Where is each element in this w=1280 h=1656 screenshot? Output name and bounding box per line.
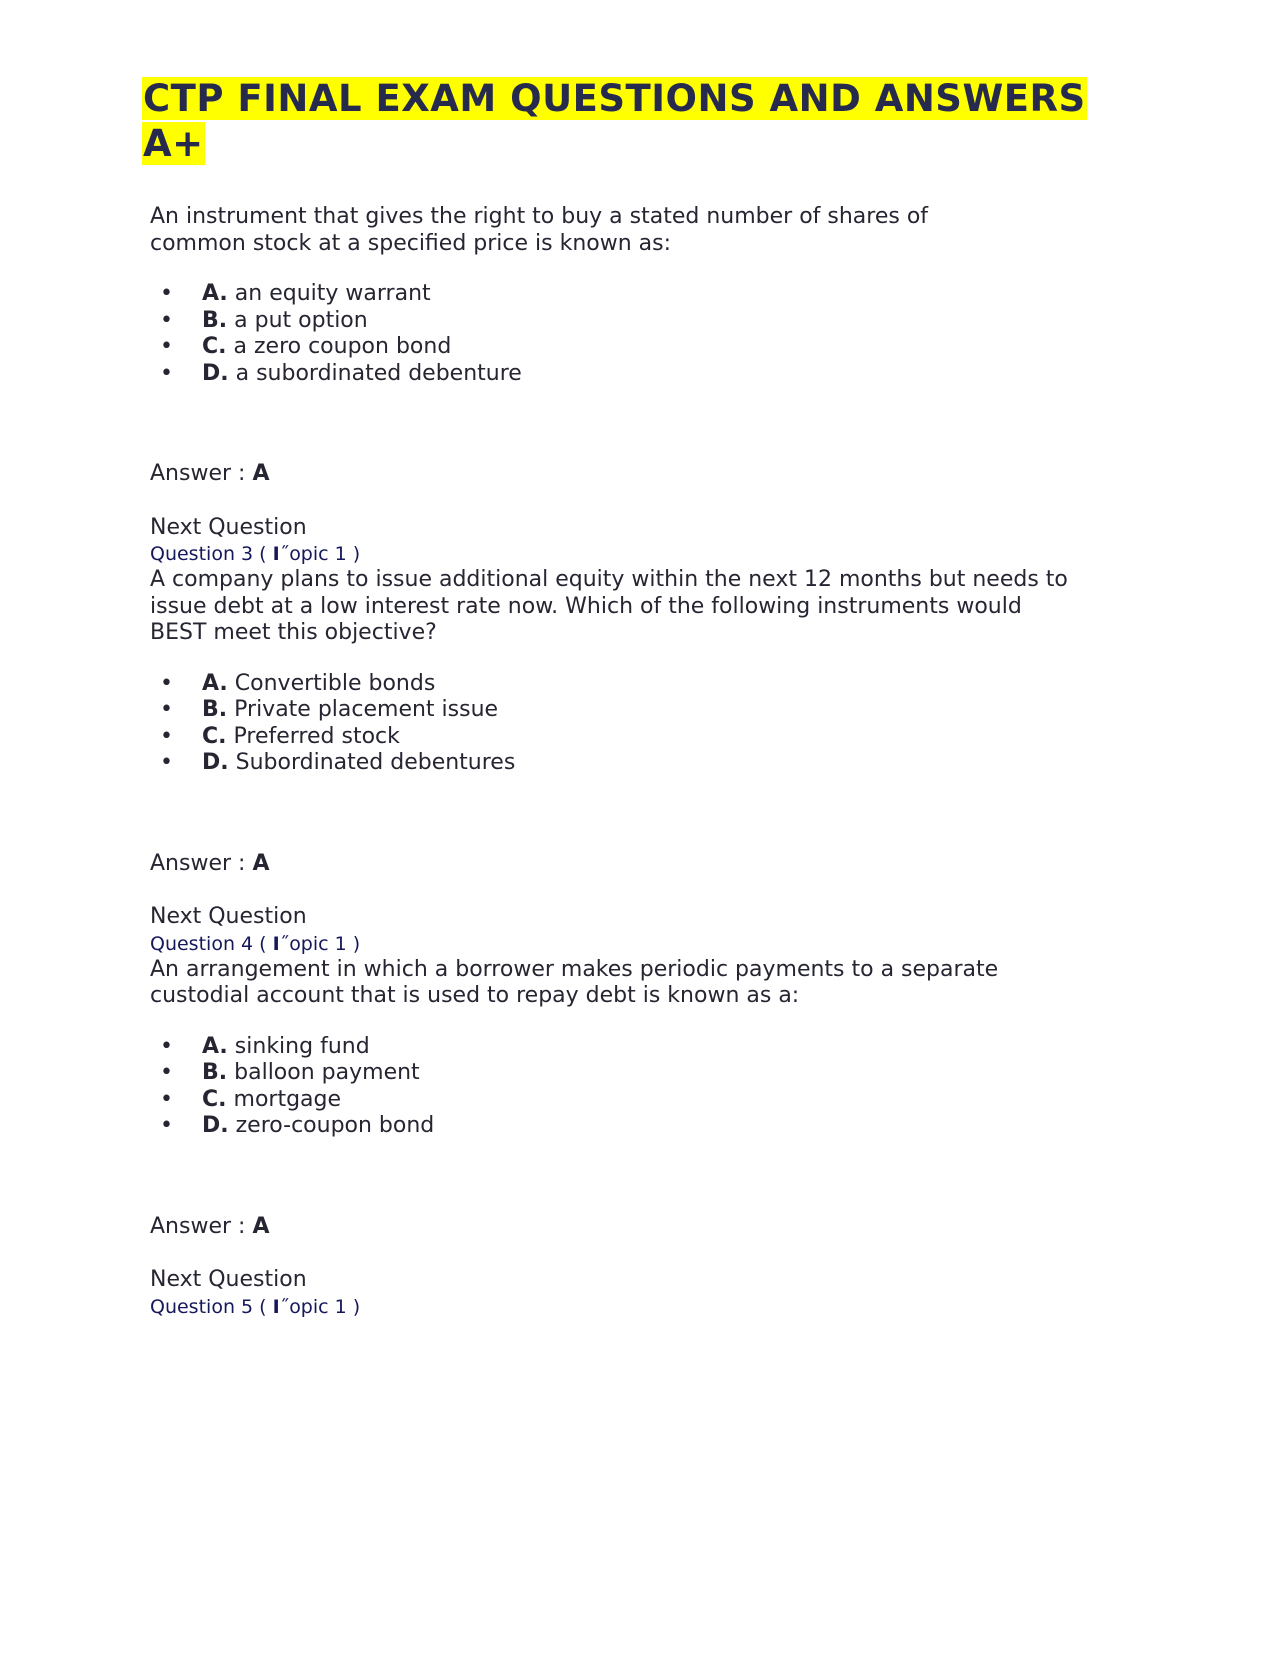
- question-label-suffix: ˝opic 1 ): [279, 932, 361, 955]
- answer-prefix: Answer :: [150, 461, 253, 486]
- option-list: [150, 1034, 1130, 1140]
- answer-prefix: Answer :: [150, 850, 253, 876]
- document-title: [142, 76, 1142, 166]
- option-letter: C.: [202, 334, 227, 359]
- title-text: CTP FINAL EXAM QUESTIONS AND ANSWERS A+: [143, 77, 1086, 165]
- option-list: [150, 671, 1130, 777]
- option-list: [150, 281, 1130, 387]
- option-text: an equity warrant: [234, 281, 431, 306]
- answer-line: [150, 1214, 1130, 1241]
- question-label-prefix: Question 4 (: [150, 932, 273, 955]
- option-text: a put option: [234, 307, 368, 333]
- question-text: A company plans to issue additional equity within the next 12 months but needs to issue debt at a low interest rate now. Which of the following instruments would BEST meet this objective?: [150, 567, 1068, 645]
- option-text: sinking fund: [234, 1033, 370, 1059]
- option-letter: A.: [202, 281, 228, 306]
- bullet-icon: •: [160, 1060, 173, 1085]
- option-item: [150, 724, 1130, 751]
- option-item: [150, 1060, 1130, 1087]
- bullet-icon: •: [160, 360, 173, 386]
- question-label-t: I: [272, 543, 280, 565]
- answer-value: A: [252, 461, 270, 486]
- question-label-prefix: Question 5 (: [150, 1295, 273, 1318]
- option-item: [150, 1034, 1130, 1061]
- option-text: balloon payment: [234, 1060, 420, 1085]
- bullet-icon: •: [160, 1086, 173, 1112]
- bullet-icon: •: [160, 334, 173, 359]
- question-label: [150, 1294, 1130, 1320]
- bullet-icon: •: [160, 281, 173, 306]
- option-letter: B.: [202, 1060, 228, 1085]
- answer-line: [150, 851, 1130, 878]
- answer-value: A: [252, 1213, 270, 1239]
- question-block-1: [150, 204, 1130, 1320]
- option-item: [150, 281, 1130, 308]
- next-question-label: Next Question: [150, 904, 307, 929]
- bullet-icon: •: [160, 1033, 173, 1059]
- next-question-label: Next Question: [150, 514, 307, 540]
- option-text: a subordinated debenture: [235, 360, 522, 386]
- option-item: [150, 334, 1130, 361]
- option-text: zero-coupon bond: [235, 1113, 435, 1138]
- question-label: [150, 931, 1130, 957]
- bullet-icon: •: [160, 307, 173, 333]
- option-text: Preferred stock: [233, 723, 400, 749]
- next-question-label: Next Question: [150, 1267, 307, 1292]
- bullet-icon: •: [160, 723, 173, 749]
- question-label: [150, 541, 1130, 567]
- option-text: mortgage: [233, 1086, 342, 1112]
- option-letter: A.: [202, 670, 228, 696]
- option-letter: B.: [202, 307, 228, 333]
- option-text: Convertible bonds: [234, 670, 436, 696]
- option-letter: D.: [202, 750, 229, 775]
- option-letter: C.: [202, 1086, 227, 1112]
- option-item: [150, 671, 1130, 698]
- option-text: Private placement issue: [234, 697, 499, 722]
- question-text: An instrument that gives the right to buy a stated number of shares of common stock at a specified price is known as:: [150, 204, 929, 256]
- question-label-t: I: [272, 932, 280, 955]
- question-text: An arrangement in which a borrower makes periodic payments to a separate custodial account that is used to repay debt is known as a:: [150, 956, 999, 1008]
- answer-value: A: [252, 850, 270, 876]
- option-item: [150, 361, 1130, 388]
- option-letter: D.: [202, 360, 229, 386]
- option-text: Subordinated debentures: [235, 750, 516, 775]
- bullet-icon: •: [160, 750, 173, 775]
- option-item: [150, 1113, 1130, 1140]
- bullet-icon: •: [160, 1113, 173, 1138]
- answer-line: [150, 461, 1130, 488]
- bullet-icon: •: [160, 670, 173, 696]
- bullet-icon: •: [160, 697, 173, 722]
- question-label-t: I: [272, 1295, 280, 1318]
- option-letter: B.: [202, 697, 228, 722]
- option-item: [150, 308, 1130, 335]
- option-item: [150, 697, 1130, 724]
- option-item: [150, 1087, 1130, 1114]
- question-label-prefix: Question 3 (: [150, 543, 273, 565]
- option-text: a zero coupon bond: [233, 334, 452, 359]
- option-letter: C.: [202, 723, 227, 749]
- answer-prefix: Answer :: [150, 1213, 253, 1239]
- question-label-suffix: ˝opic 1 ): [279, 543, 361, 565]
- option-item: [150, 750, 1130, 777]
- option-letter: A.: [202, 1033, 228, 1059]
- question-label-suffix: ˝opic 1 ): [279, 1295, 361, 1318]
- option-letter: D.: [202, 1113, 229, 1138]
